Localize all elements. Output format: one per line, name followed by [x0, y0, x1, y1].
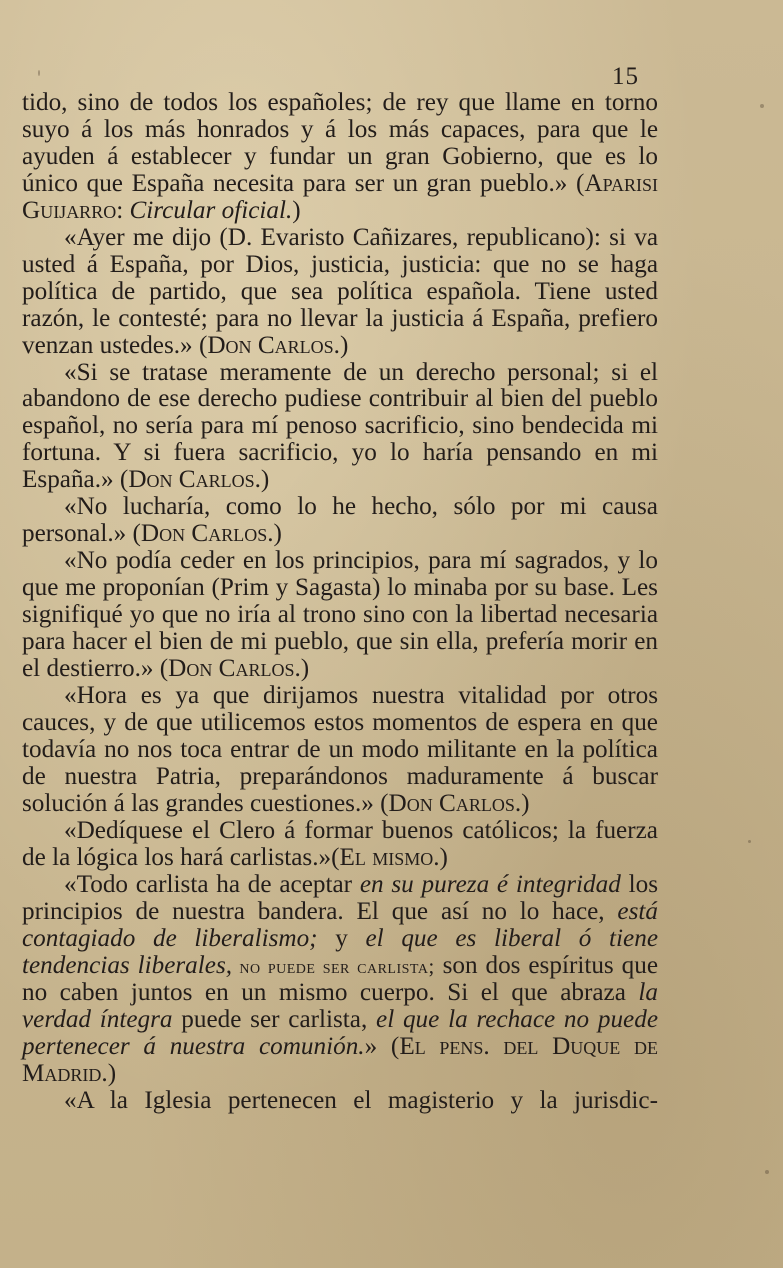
paragraph	[22, 683, 658, 818]
paragraph	[22, 1088, 658, 1115]
text-run: «Si se tratase meramente de un derecho personal; si el abandono de ese derecho pudiese contribuir al bien del pueblo español, no sería para mí penoso sacrificio, sino bendecida mi fortuna. Y si fuera sacrificio, yo lo haría pensando en mi España.» (	[22, 358, 658, 494]
text-run: )	[273, 520, 282, 548]
author-attribution: El pens. del Duque de Madrid.	[22, 1033, 659, 1088]
text-run: » (	[364, 1033, 400, 1061]
text-run: :	[116, 196, 130, 224]
paragraph	[22, 90, 658, 225]
text-run: «A la Iglesia pertenecen el magisterio y la jurisdic-	[64, 1087, 658, 1115]
text-run: )	[339, 331, 349, 359]
paragraph	[22, 494, 658, 548]
text-run: y	[317, 924, 366, 952]
text-run: «Hora es ya que dirijamos nuestra vitalidad por otros cauces, y de que utilicemos estos momentos de espera en que todavía no nos toca entrar de un modo militante en la política de nuestra Patria, preparándonos maduramente á buscar solución á las grandes cuestiones.» (	[22, 681, 658, 817]
emphasis-caps: no puede ser carlista;	[232, 955, 435, 978]
paper-speck	[748, 840, 751, 843]
text-run: tido, sino de todos los españoles; de rey que llame en torno suyo á los más honrados y á los más capaces, para que le ayuden á establecer y fundar un gran Gobierno, que es lo único que España necesita para ser un gran pueblo.» (	[22, 89, 658, 197]
text-run: «No lucharía, como lo he hecho, sólo por mi causa personal.» (	[22, 493, 658, 548]
author-attribution: Don Carlos.	[388, 789, 522, 817]
author-attribution: El mismo.	[339, 843, 440, 871]
paper-speck	[765, 1170, 769, 1174]
emphasis: en su pureza é integridad	[359, 870, 621, 898]
paragraph	[22, 360, 658, 495]
paragraph	[22, 225, 658, 360]
emphasis: el que es liberal ó tiene tendencias liberales,	[22, 924, 659, 979]
text-run: los principios de nuestra bandera. El que así no lo hace,	[22, 870, 659, 925]
text-run: puede ser carlista,	[172, 1006, 377, 1034]
body-text	[22, 90, 658, 1115]
author-attribution: Don Carlos.	[140, 520, 274, 548]
text-run: )	[521, 789, 530, 817]
text-run: «Todo carlista ha de aceptar	[64, 870, 360, 898]
paper-speck	[38, 70, 40, 76]
text-run: «Ayer me dijo (D. Evaristo Cañizares, republicano): si va usted á España, por Dios, justicia, justicia: que no se haga política de partido, que sea política española. Tiene usted razón, le contesté; para no llevar la justicia á España, prefiero venzan ustedes.» (	[22, 223, 658, 359]
text-run: )	[260, 466, 270, 494]
author-attribution: Aparisi Guijarro	[22, 169, 658, 224]
text-run: «No podía ceder en los principios, para mí sagrados, y lo que me proponían (Prim y Sagasta) lo minaba por su base. Les signifiqué yo que no iría al trono sino con la libertad necesaria para hacer el bien de mi pueblo, que sin ella, prefería morir en el destierro.» (	[22, 547, 658, 683]
emphasis: está contagiado de liberalismo;	[22, 897, 658, 952]
text-run: son dos espíritus que no caben juntos en un mismo cuerpo. Si el que abraza	[22, 951, 658, 1007]
paragraph	[22, 818, 658, 872]
paper-speck	[760, 104, 764, 108]
page-number: 15	[612, 63, 639, 90]
emphasis: el que la rechace no puede pertenecer á nuestra comunión.	[22, 1006, 658, 1061]
paragraph	[22, 872, 658, 1089]
paragraph	[22, 548, 658, 683]
author-attribution: Don Carlos.	[207, 331, 340, 359]
source-title: Circular oficial.	[129, 196, 293, 224]
text-run: )	[300, 655, 310, 683]
text-run: )	[292, 196, 301, 224]
emphasis: la verdad íntegra	[22, 979, 658, 1034]
author-attribution: Don Carlos.	[168, 655, 301, 683]
text-run: «Dedíquese el Clero á formar buenos católicos; la fuerza de la lógica los hará carlistas.»(	[22, 816, 658, 871]
text-run: )	[107, 1060, 117, 1088]
text-run: )	[439, 843, 448, 871]
author-attribution: Don Carlos.	[128, 466, 261, 494]
